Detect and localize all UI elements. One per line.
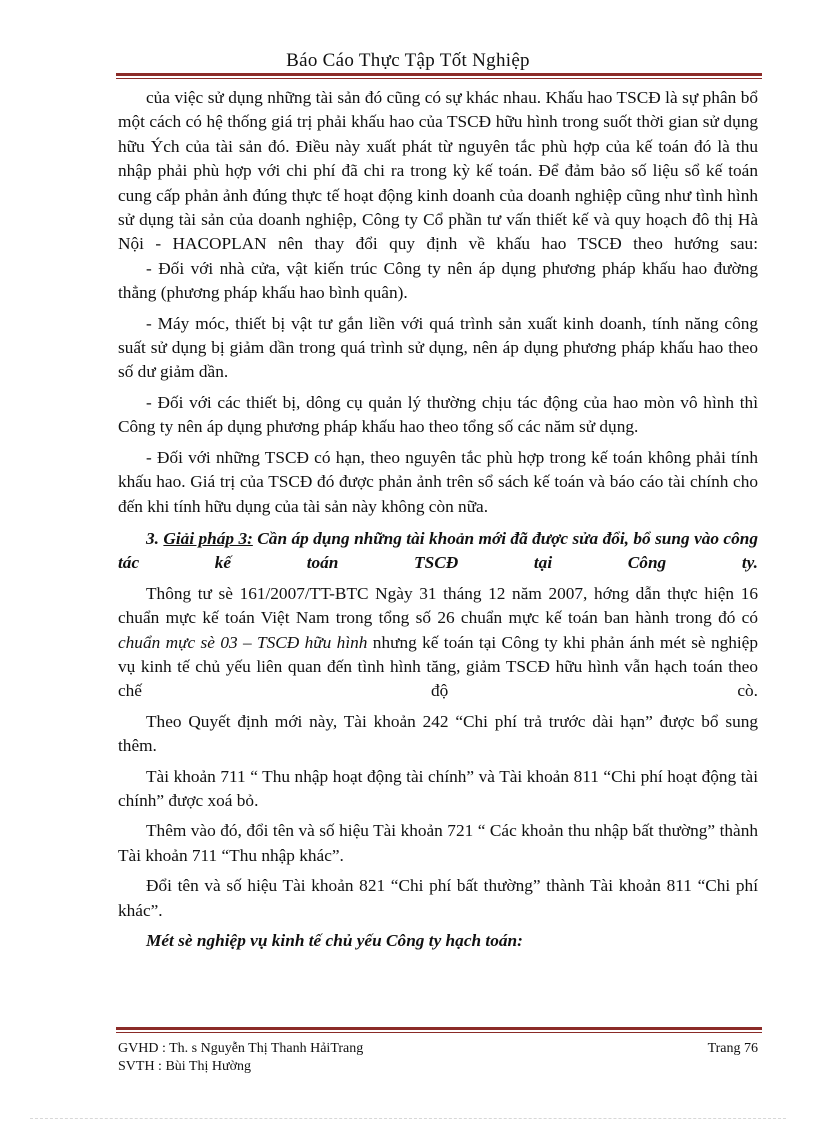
paragraph-depreciation-intro: của việc sử dụng những tài sản đó cũng có sự khác nhau. Khấu hao TSCĐ là sự phân bổ một cách có hệ thống giá trị phải khấu hao của TSCĐ hữu hình trong suốt thời gian sử dụng hữu Ých của tài sản đó. Điều này xuất phát từ nguyên tắc phù hợp của kế toán đó là thu nhập phải phù hợp với chi phí đã chi ra trong kỳ kế toán. Để đảm bảo số liệu sổ kế toán cung cấp phản ảnh đúng thực tế hoạt động kinh doanh của doanh nghiệp cũng như tình hình sử dụng tài sản của doanh nghiệp, Công ty Cổ phần tư vấn thiết kế và quy hoạch đô thị Hà Nội - HACOPLAN nên thay đổi quy định về khấu hao TSCĐ theo hướng sau: xyxy=(118,88,758,254)
page-footer xyxy=(118,1040,758,1076)
solution-3-heading xyxy=(118,527,758,576)
standard-03-italic: chuẩn mực sè 03 – TSCĐ hữu hình xyxy=(118,632,368,652)
paragraph-account-242: Theo Quyết định mới này, Tài khoản 242 “Chi phí trả trước dài hạn” được bổ sung thêm. xyxy=(118,711,758,756)
header-rule-thin xyxy=(116,78,762,79)
paragraph-account-821: Đổi tên và số hiệu Tài khoản 821 “Chi phí bất thường” thành Tài khoản 811 “Chi phí khác”. xyxy=(118,876,758,920)
footer-student: SVTH : Bùi Thị Hường xyxy=(118,1059,251,1074)
paragraph-machinery: - Máy móc, thiết bị vật tư gắn liền với quá trình sản xuất kinh doanh, tính năng công suất sử dụng bị giảm dần trong quá trình sử dụng, nên áp dụng phương pháp khấu hao theo số dư giảm dần. xyxy=(118,313,758,382)
solution-text: Cần áp dụng những tài khoản mới đã được sửa đổi, bổ sung vào công tác kế toán TSCĐ tại Công ty. xyxy=(118,528,758,573)
page-bottom-divider xyxy=(30,1118,786,1119)
paragraph-buildings: - Đối với nhà cửa, vật kiến trúc Công ty nên áp dụng phương pháp khấu hao đường thẳng (phương pháp khấu hao bình quân). xyxy=(118,258,758,303)
paragraph-circular xyxy=(118,582,758,704)
footer-rule-thick xyxy=(116,1027,762,1030)
footer-rule-thin xyxy=(116,1032,762,1033)
page-body xyxy=(118,86,758,953)
paragraph-transactions-heading: Mét sè nghiệp vụ kinh tế chủ yếu Công ty hạch toán: xyxy=(146,931,523,950)
footer-supervisor: GVHD : Th. s Nguyễn Thị Thanh HảiTrang xyxy=(118,1041,364,1056)
paragraph-account-721: Thêm vào đó, đổi tên và số hiệu Tài khoản 721 “ Các khoản thu nhập bất thường” thành Tài khoản 711 “Thu nhập khác”. xyxy=(118,821,758,865)
paragraph-account-711-811: Tài khoản 711 “ Thu nhập hoạt động tài chính” và Tài khoản 811 “Chi phí hoạt động tài chính” được xoá bỏ. xyxy=(118,766,758,810)
paragraph-limited-assets: - Đối với những TSCĐ có hạn, theo nguyên tắc phù hợp trong kế toán không phải tính khấu hao. Giá trị của TSCĐ đó được phản ảnh trên sổ sách kế toán và báo cáo tài chính cho đến khi tính hữu dụng của tài sản này không còn nữa. xyxy=(118,447,758,516)
footer-page-number: Trang 76 xyxy=(707,1041,758,1056)
paragraph-tools: - Đối với các thiết bị, dông cụ quản lý thường chịu tác động của hao mòn vô hình thì Công ty nên áp dụng phương pháp khấu hao theo tổng số các năm sử dụng. xyxy=(118,392,758,437)
solution-label: Giải pháp 3: xyxy=(163,528,253,548)
page-header-title: Báo Cáo Thực Tập Tốt Nghiệp xyxy=(286,50,530,71)
header-rule-thick xyxy=(116,73,762,76)
circular-text-a: Thông tư sè 161/2007/TT-BTC Ngày 31 tháng 12 năm 2007, hớng dẫn thực hiện 16 chuẩn mực kế toán Việt Nam trong tổng số 26 chuẩn mực kế toán ban hành trong đó có xyxy=(118,583,758,628)
circular-text-b: nhưng kế toán tại Công ty khi phản ánh mét sè nghiệp vụ kinh tế chủ yếu liên quan đến tình hình tăng, giảm TSCĐ hữu hình vẫn hạch toán theo chế độ cò. xyxy=(118,632,758,701)
solution-number: 3. xyxy=(146,528,159,548)
